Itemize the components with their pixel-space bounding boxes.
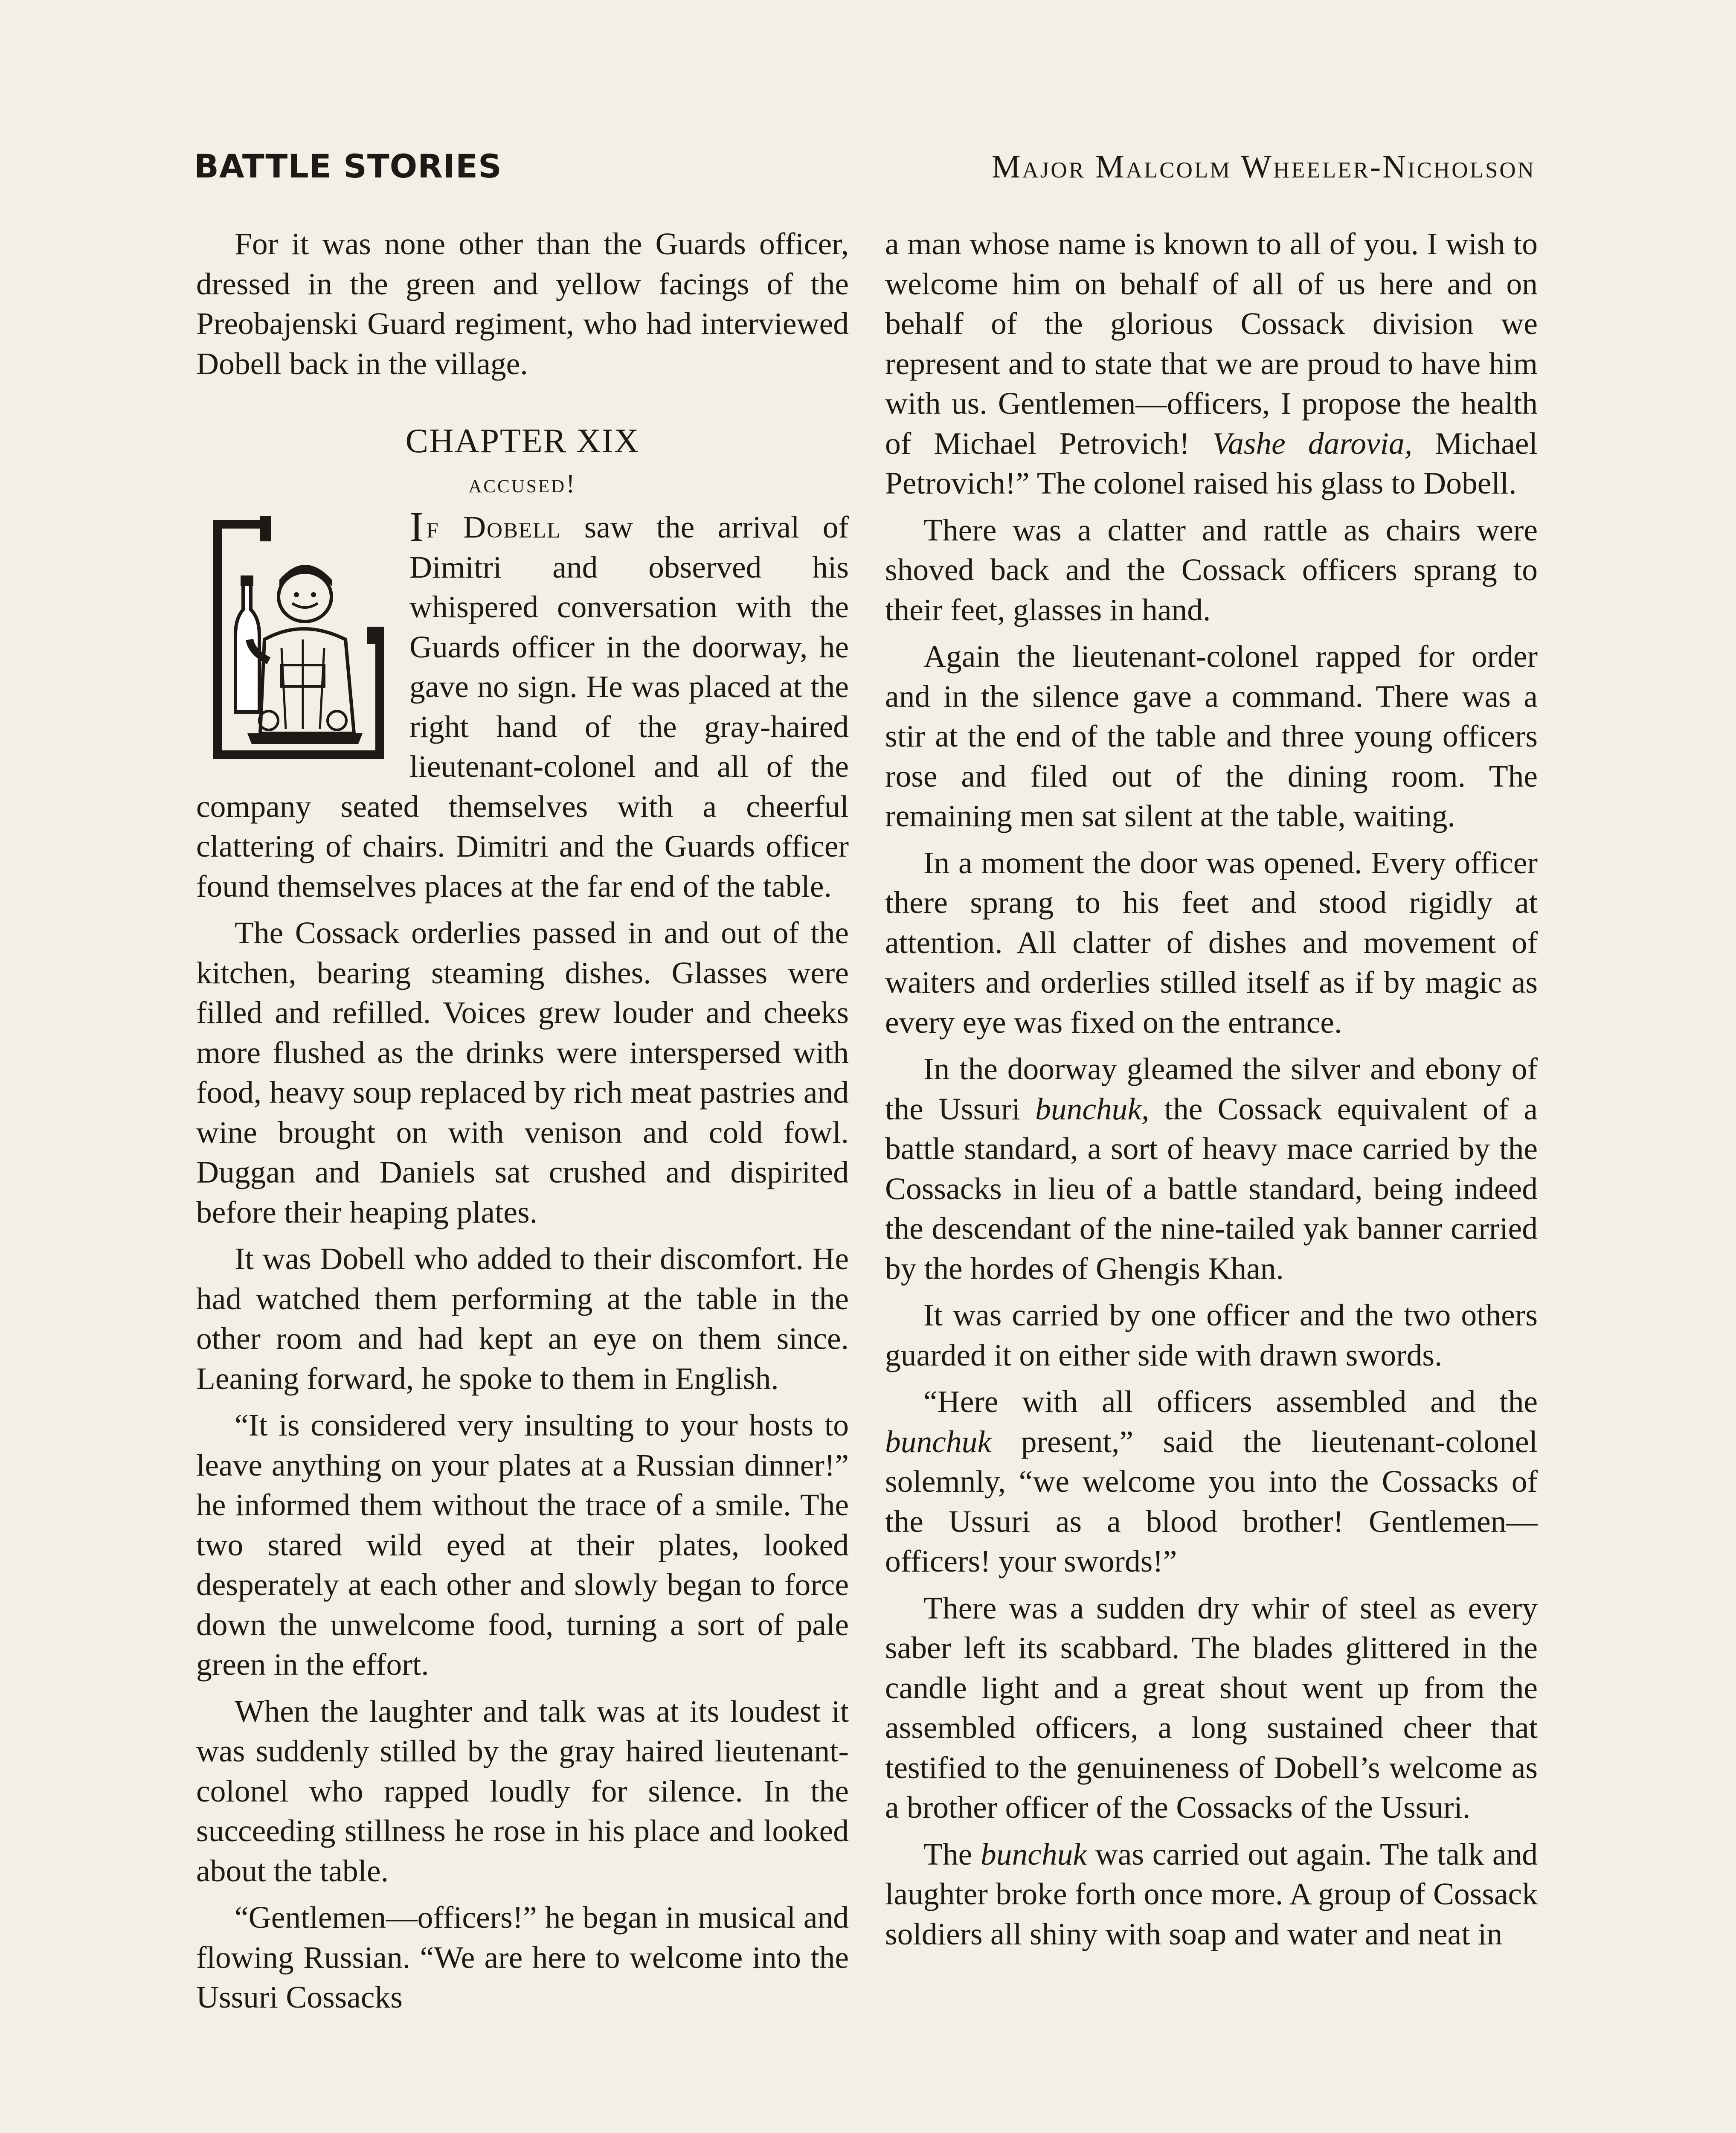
paragraph-text: “Here with all officers assembled and the xyxy=(923,1384,1538,1419)
paragraph-text: In the doorway gleamed the silver and ebony of the Ussuri xyxy=(885,1052,1538,1126)
italic-text: bunchuk xyxy=(885,1424,991,1459)
paragraph: The Cossack orderlies passed in and out of the kitchen, bearing steaming dishes. Glasses were filled and refilled. Voices grew louder and cheeks more flushed as the drinks were interspersed with food, heavy soup replaced by rich meat pastries and wine brought on with venison and cold fowl. Duggan and Daniels sat crushed and dispirited before their heaping plates. xyxy=(196,915,849,1229)
drop-lead-words: f Dobell xyxy=(426,510,561,544)
chapter-title: CHAPTER XIX xyxy=(405,422,640,460)
paragraph: When the laughter and talk was at its loudest it was suddenly stilled by the gray haired lieutenant-colonel who rapped loudly for silence. In the succeeding stillness he rose in his place and looked about the table. xyxy=(196,1694,849,1888)
paragraph: There was a sudden dry whir of steel as every saber left its scabbard. The blades glittered in the candle light and a great shout went up from the assembled officers, a long sustained cheer that testified to the genuineness of Dobell’s welcome as a brother officer of the Cossacks of the Ussuri. xyxy=(885,1590,1538,1825)
paragraph-text: the Cossack equivalent of a battle standard, a sort of heavy mace carried by the Cossacks in lieu of a battle standard, being indeed the descendant of the nine-tailed yak banner carried by the hordes of Ghengis Khan. xyxy=(885,1091,1538,1286)
italic-text: Vashe darovia, xyxy=(1212,426,1413,461)
paragraph: It was carried by one officer and the two others guarded it on either side with drawn swords. xyxy=(885,1298,1538,1372)
paragraph: “It is considered very insulting to your hosts to leave anything on your plates at a Russian dinner!” he informed them without the trace of a smile. The two stared wild eyed at their plates, looked desperately at each other and slowly began to force down the unwelcome food, turning a sort of pale green in the effort. xyxy=(196,1408,849,1682)
dropcap-paragraph xyxy=(196,503,849,906)
author-name: Major Malcolm Wheeler-Nicholson xyxy=(991,149,1536,185)
paragraph-text: was carried out again. The talk and laughter broke forth once more. A group of Cossack soldiers all shiny with soap and water and neat in xyxy=(885,1837,1538,1951)
running-head xyxy=(194,147,1536,190)
paragraph: There was a clatter and rattle as chairs were shoved back and the Cossack officers sprang to their feet, glasses in hand. xyxy=(885,512,1538,627)
paragraph xyxy=(885,1834,1538,1954)
chapter-subtitle: accused! xyxy=(468,469,577,498)
paragraph: Again the lieutenant-colonel rapped for order and in the silence gave a command. There was a stir at the end of the table and three young officers rose and filed out of the dining room. The remaining men sat silent at the table, waiting. xyxy=(885,639,1538,833)
paragraph-text: present,” said the lieutenant-colonel solemnly, “we welcome you into the Cossacks of the Ussuri as a blood brother! Gentlemen—officers! your swords!” xyxy=(885,1424,1538,1578)
cossack-with-bottle-illustration xyxy=(196,511,397,763)
italic-text: bunchuk, xyxy=(1035,1091,1150,1126)
magazine-title: BATTLE STORIES xyxy=(194,147,502,185)
drop-cap-letter: I xyxy=(409,503,424,550)
paragraph: It was Dobell who added to their discomfort. He had watched them performing at the table in the other room and had kept an eye on them since. Leaning forward, he spoke to them in English. xyxy=(196,1241,849,1396)
italic-text: bunchuk xyxy=(980,1837,1087,1871)
paragraph-text: Michael Petrovich!” The colonel raised his glass to Dobell. xyxy=(885,426,1538,500)
drop-paragraph-text: saw the arrival of Dimitri and observed his whispered conversation with the Guards officer in the doorway, he gave no sign. He was placed at the right hand of the gray-haired lieutenant-colonel and all of the company seated themselves with a cheerful clattering of chairs. Dimitri and the Guards officer found themselves places at the far end of the table. xyxy=(196,510,849,904)
paragraph: In a moment the door was opened. Every officer there sprang to his feet and stood rigidly at attention. All clatter of dishes and movement of waiters and orderlies stilled itself as if by magic as every eye was fixed on the entrance. xyxy=(885,845,1538,1040)
right-column xyxy=(885,224,1538,1961)
paragraph-text: The xyxy=(923,1837,981,1871)
paragraph: For it was none other than the Guards officer, dressed in the green and yellow facings of the Preobajenski Guard regiment, who had interviewed Dobell back in the village. xyxy=(196,227,849,381)
paragraph xyxy=(885,1382,1538,1581)
paragraph xyxy=(885,224,1538,503)
left-column xyxy=(196,224,849,2024)
illustration-icon xyxy=(196,511,397,763)
paragraph xyxy=(885,1049,1538,1288)
paragraph: “Gentlemen—officers!” he began in musical and flowing Russian. “We are here to welcome into the Ussuri Cossacks xyxy=(196,1900,849,2014)
paragraph-text: a man whose name is known to all of you. I wish to welcome him on behalf of all of us here and on behalf of the glorious Cossack division we represent and to state that we are proud to have him with us. Gentlemen—officers, I propose the health of Michael Petrovich! xyxy=(885,227,1538,461)
